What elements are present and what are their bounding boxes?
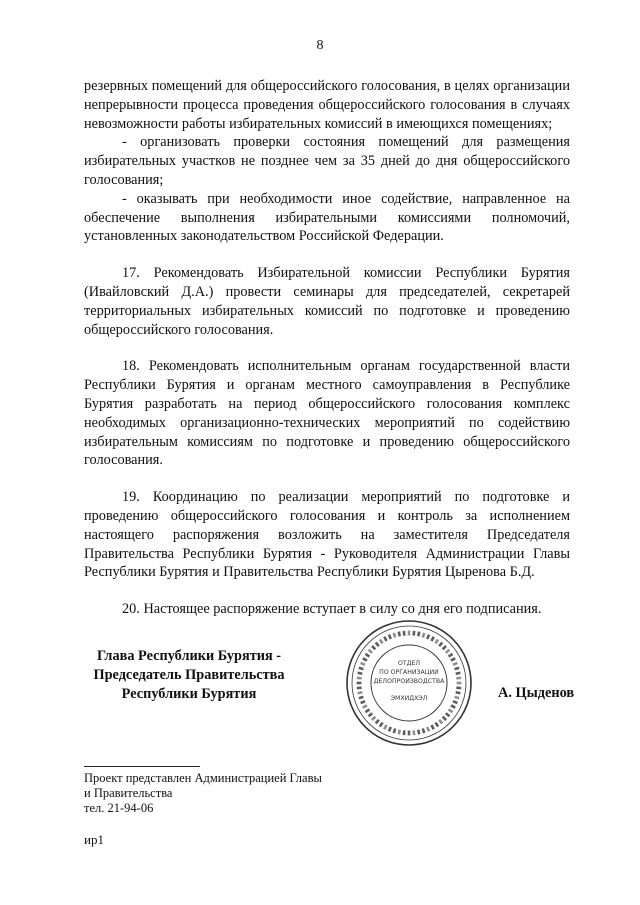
seal-ring-mark xyxy=(442,645,447,650)
seal-ring-mark xyxy=(417,631,420,636)
signatory-title-line: Глава Республики Бурятия - xyxy=(96,648,282,664)
official-seal xyxy=(344,618,474,748)
seal-ring-mark xyxy=(357,691,362,694)
paragraph-item-20: 20. Настоящее распоряжение вступает в силу со дня его подписания. xyxy=(122,601,542,618)
seal-ring-mark xyxy=(362,704,367,709)
seal-ring-mark xyxy=(379,722,384,727)
seal-ring-mark xyxy=(456,677,461,680)
seal-ring-mark xyxy=(357,677,362,680)
seal-ring-mark xyxy=(456,686,461,689)
seal-ring-mark xyxy=(455,672,460,675)
footnote-phone: тел. 21-94-06 xyxy=(84,801,154,815)
signatory-title xyxy=(84,647,294,704)
seal-ring-mark xyxy=(426,726,430,731)
signatory-title-line: Республики Бурятия xyxy=(121,686,257,702)
footnote-line: Проект представлен Администрацией Главы xyxy=(84,771,322,785)
seal-ring-mark xyxy=(454,696,459,700)
seal-ring-mark xyxy=(357,686,362,689)
seal-ring-mark xyxy=(360,700,365,704)
seal-ring-mark xyxy=(450,704,455,709)
seal-ring-mark xyxy=(430,724,435,729)
seal-ring-mark xyxy=(403,730,406,735)
seal-ring-mark xyxy=(452,662,457,666)
seal-ring-mark xyxy=(408,631,411,636)
seal-ring-mark xyxy=(452,700,457,704)
page-number: 8 xyxy=(316,38,324,53)
seal-ring-mark xyxy=(412,730,415,735)
seal-ring-mark xyxy=(426,634,430,639)
seal-ring-mark xyxy=(403,631,406,636)
footnote-divider xyxy=(84,766,200,767)
paragraph-inspections: - организовать проверки состояния помещений для размещения избирательных участков не позднее чем за 35 дней до дня общероссийского голосования; xyxy=(84,134,570,188)
seal-ring-mark xyxy=(360,662,365,666)
seal-text-line: ОТДЕЛ xyxy=(397,660,421,667)
seal-ring-mark xyxy=(434,722,439,727)
seal-ring-mark xyxy=(375,642,380,647)
seal-ring-mark xyxy=(358,696,363,700)
seal-ring-mark xyxy=(450,657,455,662)
seal-ring-mark xyxy=(417,729,420,734)
seal-ring-mark xyxy=(375,719,380,724)
seal-ring-mark xyxy=(454,667,459,671)
seal-ring-mark xyxy=(434,639,439,644)
footnote-line: и Правительства xyxy=(84,786,173,800)
seal-ring-mark xyxy=(398,631,401,636)
seal-ring-mark xyxy=(383,724,388,729)
seal-ring-mark xyxy=(398,729,401,734)
paragraph-assistance: - оказывать при необходимости иное содействие, направленное на обеспечение выполнения избирательными комиссиями полномочий, установленных законодательством Российской Федерации. xyxy=(84,190,570,245)
document-code: ир1 xyxy=(84,832,104,847)
signatory-title-line: Председатель Правительства xyxy=(93,667,285,683)
seal-ring-mark xyxy=(442,716,447,721)
signatory-name: А. Цыденов xyxy=(498,685,575,701)
paragraph-item-18: 18. Рекомендовать исполнительным органам государственной власти Республики Бурятия и органам местного самоуправления в Республике Бурятия разработать на период общероссийского голосования комплекс необходимых организационно-технических мероприятий по содействию избирательным комиссиям по подготовке и проведению общероссийского голосования. xyxy=(84,358,570,469)
seal-ring-mark xyxy=(393,632,397,637)
seal-ring-mark xyxy=(365,653,370,658)
seal-ring-mark xyxy=(393,728,397,733)
seal-ring-mark xyxy=(438,719,443,724)
seal-ring-mark xyxy=(408,731,411,736)
seal-text-line: ПО ОРГАНИЗАЦИИ xyxy=(379,669,439,676)
paragraph-continuation: резервных помещений для общероссийского голосования, в целях организации непрерывности процесса проведения общероссийского голосования в случаях невозможности работы избирательных комиссий в имеющихся помещениях; xyxy=(84,78,570,132)
footnote xyxy=(84,771,384,816)
seal-ring-mark xyxy=(457,682,462,685)
seal-ring-mark xyxy=(357,682,362,685)
seal-ring-mark xyxy=(422,632,426,637)
seal-ring-mark xyxy=(445,712,450,717)
seal-ring-mark xyxy=(368,712,373,717)
document-body xyxy=(84,77,570,619)
seal-ring-mark xyxy=(365,708,370,713)
seal-ring-mark xyxy=(357,672,362,675)
seal-ring-mark xyxy=(368,649,373,654)
seal-ring-mark xyxy=(455,691,460,694)
seal-ring-mark xyxy=(388,634,392,639)
seal-text-line: ЭМХИДХЭЛ xyxy=(390,695,428,702)
paragraph-item-17: 17. Рекомендовать Избирательной комиссии Республики Бурятия (Ивайловский Д.А.) провести семинары для председателей, секретарей территориальных избирательных комиссий по подготовке и проведению общероссийского голосования. xyxy=(84,265,570,338)
seal-ring-mark xyxy=(412,631,415,636)
seal-ring-mark xyxy=(388,726,392,731)
seal-ring-mark xyxy=(422,728,426,733)
seal-ring-mark xyxy=(383,636,388,641)
seal-ring-mark xyxy=(379,639,384,644)
seal-ring-mark xyxy=(358,667,363,671)
seal-ring-mark xyxy=(371,645,376,650)
seal-text-line: ДЕЛОПРОИЗВОДСТВА xyxy=(373,678,445,685)
seal-ring-mark xyxy=(438,642,443,647)
seal-ring-mark xyxy=(362,657,367,662)
seal-ring-mark xyxy=(371,716,376,721)
seal-ring-mark xyxy=(448,653,453,658)
seal-ring-mark xyxy=(448,708,453,713)
seal-ring-mark xyxy=(430,636,435,641)
seal-ring-mark xyxy=(445,649,450,654)
paragraph-item-19: 19. Координацию по реализации мероприятий по подготовке и проведению общероссийского голосования и контроль за исполнением настоящего распоряжения возложить на заместителя Председателя Правительства Республики Бурятия - Руководителя Администрации Главы Республики Бурятия и Правительства Республики Бурятия Цыренова Б.Д. xyxy=(84,489,570,581)
